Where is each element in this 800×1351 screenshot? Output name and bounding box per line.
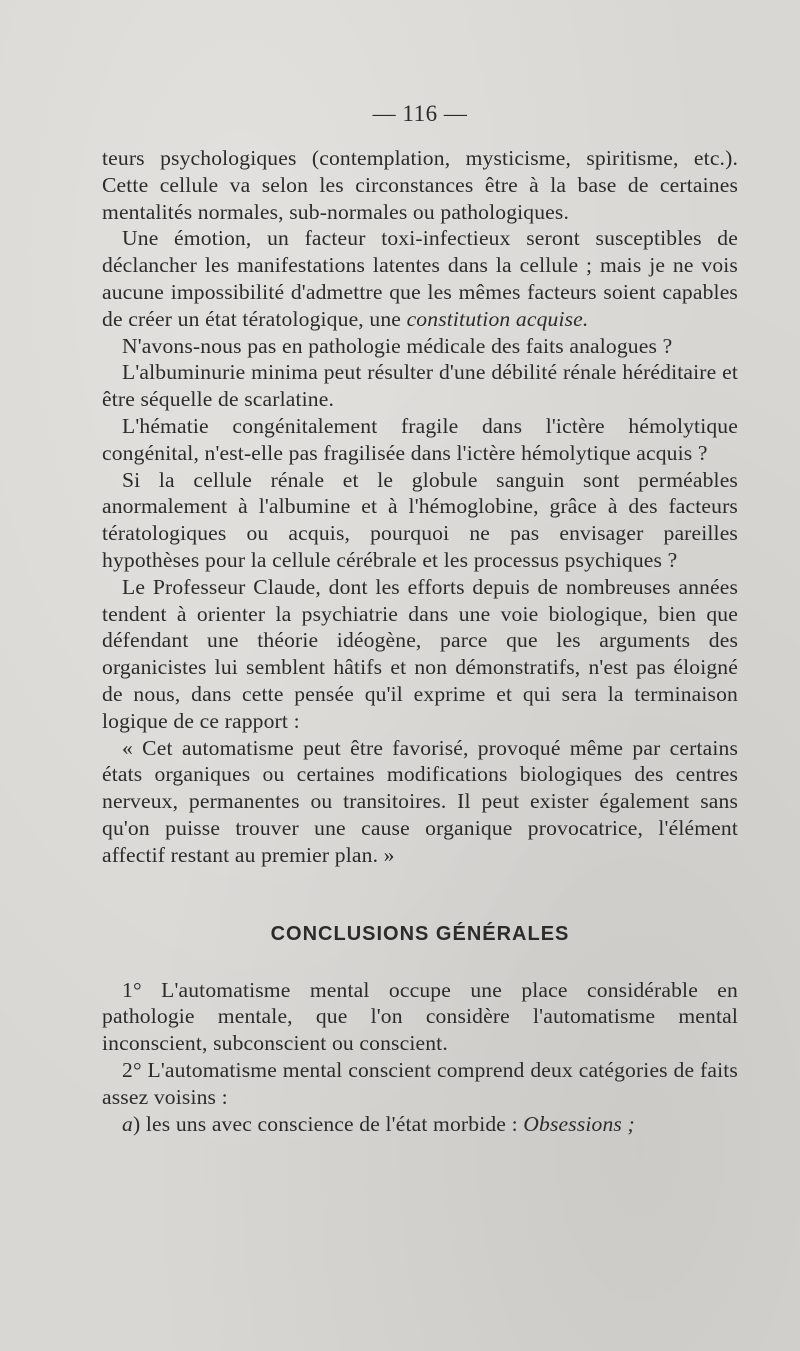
- quotation: « Cet automatisme peut être favorisé, provoqué même par certains états organiques ou certaines modifications biologiques des centres nerveux, permanentes ou transitoires. Il peut exister également sans qu'on puisse trouver une cause organique provocatrice, l'élément affectif restant au premier plan. »: [102, 735, 738, 867]
- paragraph-albuminurie: L'albuminurie minima peut résulter d'une débilité rénale héréditaire et être séquelle de scarlatine.: [102, 360, 738, 412]
- italic-constitution-acquise: constitution acquise.: [406, 306, 589, 331]
- conclusion-item-1: 1° L'automatisme mental occupe une place considérable en pathologie mentale, que l'on considère l'automatisme mental inconscient, subconscient ou conscient.: [102, 977, 738, 1056]
- paragraph-emotion-text: Une émotion, un facteur toxi-infectieux seront susceptibles de déclancher les manifestations latentes dans la cellule ; mais je ne vois aucune impossibilité d'admettre que les mêmes facteurs soient capables de créer un état tératologique, une: [102, 226, 738, 331]
- list-letter-a: a: [122, 1111, 133, 1136]
- paragraph-continuation: teurs psychologiques (contemplation, mysticisme, spiritisme, etc.). Cette cellule va selon les circonstances être à la base de certaines mentalités normales, sub-normales ou pathologiques.: [102, 146, 738, 224]
- conclusion-item-a-text: ) les uns avec conscience de l'état morbide :: [132, 1111, 524, 1136]
- conclusion-item-2: 2° L'automatisme mental conscient comprend deux catégories de faits assez voisins :: [102, 1057, 738, 1109]
- paragraph-hematie: L'hématie congénitalement fragile dans l'ictère hémolytique congénital, n'est-elle pas fragilisée dans l'ictère hémolytique acquis ?: [102, 413, 738, 465]
- page-number: — 116 —: [372, 101, 468, 126]
- paragraph-professeur-claude: Le Professeur Claude, dont les efforts depuis de nombreuses années tendent à orienter la psychiatrie dans une voie biologique, bien que défendant une théorie idéogène, parce que les arguments des organicistes lui semblent hâtifs et non démonstratifs, n'est pas éloigné de nous, dans cette pensée qu'il exprime et qui sera la terminaison logique de ce rapport :: [102, 574, 738, 733]
- book-page: [102, 95, 738, 1137]
- italic-obsessions: Obsessions ;: [523, 1111, 635, 1136]
- paragraph-cellule-renale: Si la cellule rénale et le globule sanguin sont perméables anormalement à l'albumine et à l'hémoglobine, grâce à des facteurs tératologiques ou acquis, pourquoi ne pas envisager pareilles hypothèses pour la cellule cérébrale et les processus psychiques ?: [102, 467, 738, 572]
- paragraph-pathologie-medicale: N'avons-nous pas en pathologie médicale des faits analogues ?: [122, 333, 673, 358]
- section-heading: CONCLUSIONS GÉNÉRALES: [270, 922, 570, 945]
- paragraph-emotion: [102, 225, 738, 332]
- conclusion-item-a: [102, 1111, 738, 1138]
